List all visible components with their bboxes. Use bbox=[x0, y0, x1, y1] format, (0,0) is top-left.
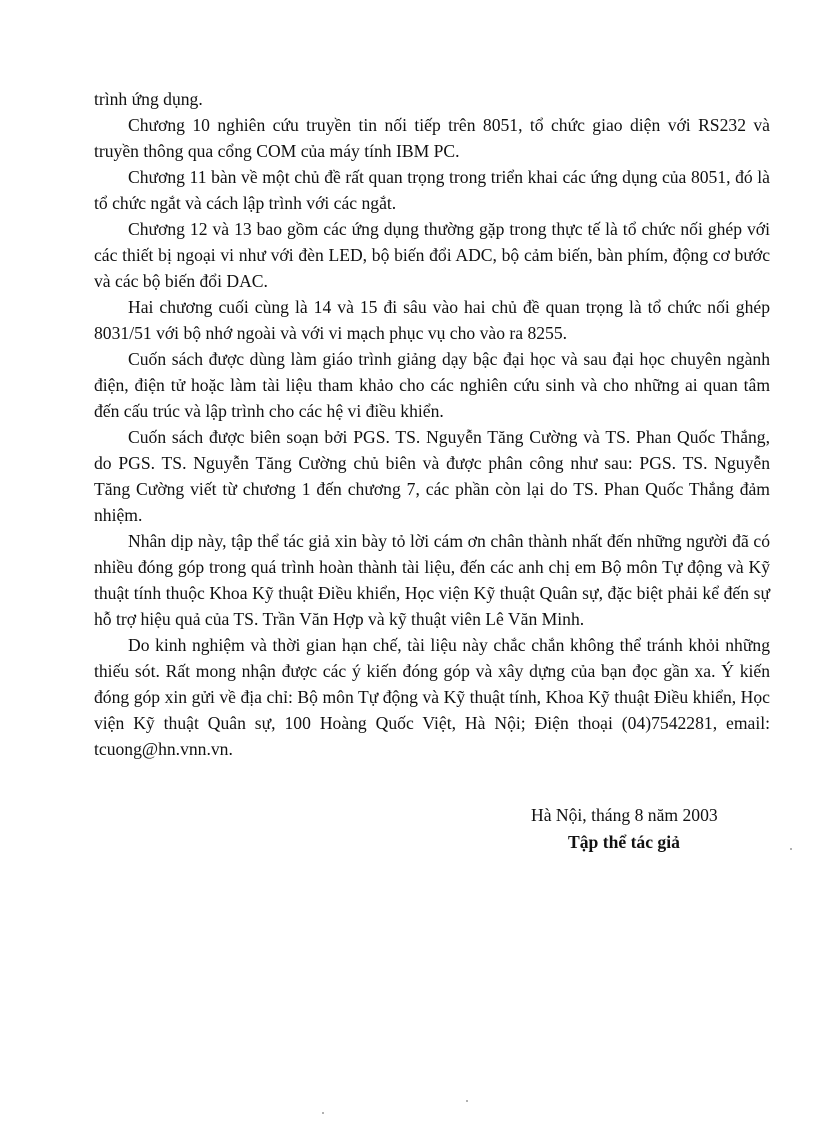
scan-speck bbox=[466, 1100, 468, 1102]
paragraph-authors: Cuốn sách được biên soạn bởi PGS. TS. Nguyễn Tăng Cường và TS. Phan Quốc Thắng, do PGS. TS. Nguyễn Tăng Cường chủ biên và được phân công như sau: PGS. TS. Nguyễn Tăng Cường viết từ chương 1 đến chương 7, các phần còn lại do TS. Phan Quốc Thắng đảm nhiệm. bbox=[94, 427, 770, 525]
signature-place-date: Hà Nội, tháng 8 năm 2003 bbox=[531, 805, 718, 825]
paragraph-chapter-10: Chương 10 nghiên cứu truyền tin nối tiếp trên 8051, tổ chức giao diện với RS232 và truyền thông qua cổng COM của máy tính IBM PC. bbox=[94, 115, 770, 161]
scan-speck bbox=[790, 848, 792, 850]
paragraph-chapter-11: Chương 11 bàn về một chủ đề rất quan trọng trong triển khai các ứng dụng của 8051, đó là tổ chức ngắt và cách lập trình với các ngắt. bbox=[94, 167, 770, 213]
scan-speck bbox=[322, 1112, 324, 1114]
paragraph-acknowledgements: Nhân dịp này, tập thể tác giả xin bày tỏ lời cám ơn chân thành nhất đến những người đã có nhiều đóng góp trong quá trình hoàn thành tài liệu, đến các anh chị em Bộ môn Tự động và Kỹ thuật tính thuộc Khoa Kỹ thuật Điều khiển, Học viện Kỹ thuật Quân sự, đặc biệt phải kể đến sự hỗ trợ hiệu quả của TS. Trần Văn Hợp và kỹ thuật viên Lê Văn Minh. bbox=[94, 531, 770, 629]
document-page bbox=[94, 86, 770, 852]
paragraph-chapter-14-15: Hai chương cuối cùng là 14 và 15 đi sâu vào hai chủ đề quan trọng là tổ chức nối ghép 8031/51 với bộ nhớ ngoài và với vi mạch phục vụ cho vào ra 8255. bbox=[94, 297, 770, 343]
paragraph-feedback: Do kinh nghiệm và thời gian hạn chế, tài liệu này chắc chắn không thể tránh khỏi những thiếu sót. Rất mong nhận được các ý kiến đóng góp và xây dựng của bạn đọc gần xa. Ý kiến đóng góp xin gửi về địa chỉ: Bộ môn Tự động và Kỹ thuật tính, Khoa Kỹ thuật Điều khiển, Học viện Kỹ thuật Quân sự, 100 Hoàng Quốc Việt, Hà Nội; Điện thoại (04)7542281, email: tcuong@hn.vnn.vn. bbox=[94, 635, 770, 759]
paragraph-audience: Cuốn sách được dùng làm giáo trình giảng dạy bậc đại học và sau đại học chuyên ngành điện, điện tử hoặc làm tài liệu tham khảo cho các nghiên cứu sinh và cho những ai quan tâm đến cấu trúc và lập trình cho các hệ vi điều khiển. bbox=[94, 349, 770, 421]
signature-author: Tập thể tác giả bbox=[568, 832, 680, 852]
paragraph-chapter-12-13: Chương 12 và 13 bao gồm các ứng dụng thường gặp trong thực tế là tổ chức nối ghép với các thiết bị ngoại vi như với đèn LED, bộ biến đổi ADC, bộ cảm biến, bàn phím, động cơ bước và các bộ biến đổi DAC. bbox=[94, 219, 770, 291]
paragraph-continuation: trình ứng dụng. bbox=[94, 89, 203, 109]
